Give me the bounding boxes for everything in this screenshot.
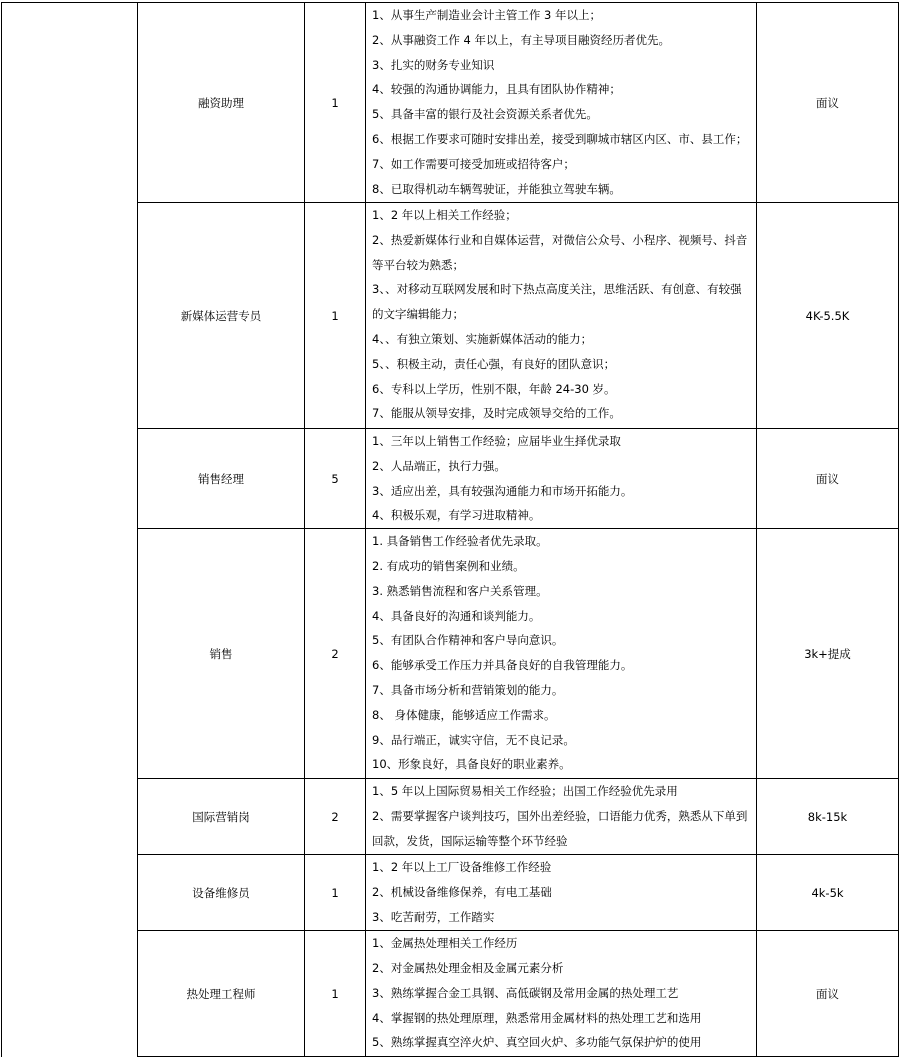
job-requirements: [366, 3, 757, 203]
job-salary: 3k+提成: [757, 529, 899, 779]
job-title: 融资助理: [138, 3, 305, 203]
job-title: 销售经理: [138, 429, 305, 529]
requirement-line: 1、从事生产制造业会计主管工作 3 年以上；: [372, 8, 601, 22]
job-title: 热处理工程师: [138, 931, 305, 1057]
job-title: 新媒体运营专员: [138, 203, 305, 429]
job-count: 1: [305, 203, 366, 429]
requirement-line: 1. 具备销售工作经验者优先录取。: [372, 534, 548, 549]
requirement-line: 3、扎实的财务专业知识: [372, 57, 495, 72]
requirement-line: 5、、积极主动，责任心强，有良好的团队意识；: [372, 356, 616, 371]
requirement-line: 3、熟练掌握合金工具钢、高低碳钢及常用金属的热处理工艺: [372, 985, 679, 1000]
requirement-line: 1、2 年以上工厂设备维修工作经验: [372, 860, 552, 875]
left-blank-column: [2, 3, 138, 1057]
job-count: 5: [305, 429, 366, 529]
requirement-line: 6、根据工作要求可随时安排出差，接受到聊城市辖区内区、市、县工作；: [372, 131, 748, 146]
requirement-line: 10、形象良好，具备良好的职业素养。: [372, 757, 571, 772]
requirement-line: 8、 身体健康，能够适应工作需求。: [372, 707, 556, 722]
requirement-line: 2、需要掌握客户谈判技巧，国外出差经验，口语能力优秀，熟悉从下单到回款，发货，国际运输等整个环节经验: [372, 808, 748, 848]
job-table-body: [2, 3, 899, 1057]
requirement-line: 1、5 年以上国际贸易相关工作经验；出国工作经验优先录用: [372, 784, 678, 799]
job-requirements: [366, 779, 757, 855]
job-title: 设备维修员: [138, 855, 305, 931]
requirement-line: 5、熟练掌握真空淬火炉、真空回火炉、多功能气氛保护炉的使用: [372, 1035, 702, 1050]
requirement-line: 1、三年以上销售工作经验；应届毕业生择优录取: [372, 434, 621, 448]
job-count: 2: [305, 779, 366, 855]
job-requirements: [366, 855, 757, 931]
job-salary: 面议: [757, 429, 899, 529]
requirement-line: 4、具备良好的沟通和谈判能力。: [372, 608, 541, 623]
requirement-line: 3、、对移动互联网发展和时下热点高度关注，思维活跃、有创意、有较强的文字编辑能力；: [372, 282, 742, 322]
requirement-line: 2、对金属热处理金相及金属元素分析: [372, 960, 564, 975]
job-requirements: [366, 529, 757, 779]
requirement-line: 9、品行端正，诚实守信，无不良记录。: [372, 732, 575, 747]
requirement-line: 7、能服从领导安排，及时完成领导交给的工作。: [372, 406, 621, 421]
requirement-line: 5、有团队合作精神和客户导向意识。: [372, 633, 564, 648]
table-row: [2, 3, 899, 203]
requirement-line: 2、机械设备维修保养，有电工基础: [372, 884, 552, 899]
requirement-line: 4、较强的沟通协调能力，且具有团队协作精神；: [372, 82, 621, 97]
requirement-line: 2、热爱新媒体行业和自媒体运营，对微信公众号、小程序、视频号、抖音等平台较为熟悉；: [372, 232, 748, 272]
job-salary: 面议: [757, 931, 899, 1057]
requirement-line: 4、掌握钢的热处理原理，熟悉常用金属材料的热处理工艺和选用: [372, 1010, 702, 1025]
job-salary: 4k-5k: [757, 855, 899, 931]
job-salary: 8k-15k: [757, 779, 899, 855]
job-requirements: [366, 931, 757, 1057]
requirement-line: 2、从事融资工作 4 年以上，有主导项目融资经历者优先。: [372, 32, 670, 47]
job-salary: 4K-5.5K: [757, 203, 899, 429]
requirement-line: 4、积极乐观，有学习进取精神。: [372, 508, 541, 523]
requirement-line: 8、已取得机动车辆驾驶证，并能独立驾驶车辆。: [372, 181, 621, 196]
requirement-line: 2. 有成功的销售案例和业绩。: [372, 558, 525, 573]
job-title: 国际营销岗: [138, 779, 305, 855]
job-salary: 面议: [757, 3, 899, 203]
requirement-line: 3、吃苦耐劳，工作踏实: [372, 909, 495, 924]
requirement-line: 1、2 年以上相关工作经验；: [372, 208, 517, 222]
job-count: 1: [305, 931, 366, 1057]
job-requirements: [366, 429, 757, 529]
job-requirements: [366, 203, 757, 429]
requirement-line: 1、金属热处理相关工作经历: [372, 936, 518, 951]
requirement-line: 7、如工作需要可接受加班或招待客户；: [372, 156, 575, 171]
job-count: 1: [305, 855, 366, 931]
requirement-line: 5、具备丰富的银行及社会资源关系者优先。: [372, 107, 598, 122]
job-count: 1: [305, 3, 366, 203]
job-count: 2: [305, 529, 366, 779]
requirement-line: 3、适应出差，具有较强沟通能力和市场开拓能力。: [372, 483, 633, 498]
requirement-line: 7、具备市场分析和营销策划的能力。: [372, 682, 564, 697]
requirement-line: 6、专科以上学历，性别不限，年龄 24-30 岁。: [372, 381, 616, 396]
job-title: 销售: [138, 529, 305, 779]
requirement-line: 4、、有独立策划、实施新媒体活动的能力；: [372, 331, 593, 346]
job-table: [1, 2, 899, 1057]
requirement-line: 2、人品端正，执行力强。: [372, 458, 506, 473]
requirement-line: 3. 熟悉销售流程和客户关系管理。: [372, 583, 548, 598]
requirement-line: 6、能够承受工作压力并具备良好的自我管理能力。: [372, 658, 633, 673]
